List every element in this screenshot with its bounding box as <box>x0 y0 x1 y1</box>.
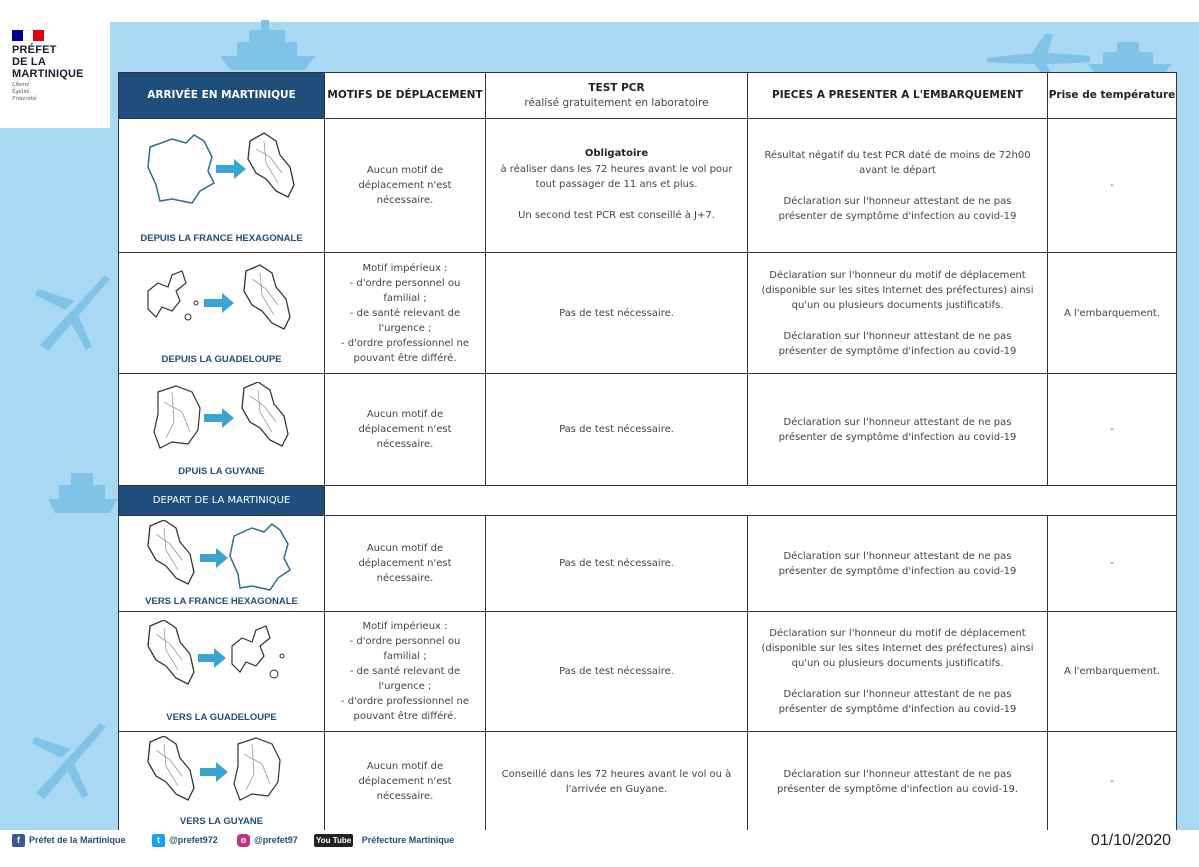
test-text: à réaliser dans les 72 heures avant le vol pour tout passager de 11 ans et plus. <box>500 164 733 190</box>
logo-motto: Liberté Égalité Fraternité <box>12 82 37 102</box>
youtube-link[interactable] <box>314 832 454 848</box>
pieces-text: Déclaration sur l'honneur attestant de ne pas présenter de symptôme d'infection au covid-19 <box>778 416 1017 443</box>
temperature-cell: - <box>1048 516 1177 612</box>
guyane-map-icon <box>234 738 280 800</box>
place-label: VERS LA GUYANE <box>179 816 264 827</box>
departure-header-filler <box>325 486 1177 516</box>
table-row <box>119 119 1177 253</box>
place-cell <box>119 516 325 612</box>
test-cell <box>486 516 748 612</box>
temperature-cell: - <box>1048 374 1177 486</box>
col-test-subtitle: réalisé gratuitement en laboratoire <box>524 96 709 109</box>
header-row <box>119 73 1177 119</box>
test-text: Conseillé dans les 72 heures avant le vol ou à l'arrivée en Guyane. <box>501 768 732 795</box>
motifs-cell <box>325 374 486 486</box>
temperature-cell: - <box>1048 119 1177 253</box>
travel-rules-table <box>118 72 1177 832</box>
twitter-label: @prefet972 <box>169 835 218 845</box>
facebook-link[interactable] <box>12 832 126 848</box>
test-cell <box>486 612 748 732</box>
test-text: Pas de test nécessaire. <box>559 424 674 435</box>
route-map <box>119 127 324 207</box>
table-row <box>119 516 1177 612</box>
facebook-label: Préfet de la Martinique <box>29 835 126 845</box>
instagram-icon: o <box>237 834 250 847</box>
test-cell <box>486 374 748 486</box>
route-map <box>119 382 324 462</box>
boat-icon <box>215 18 325 76</box>
guadeloupe-map-icon <box>148 271 186 317</box>
arrow-icon <box>198 648 226 668</box>
section-row <box>119 486 1177 516</box>
test-bold-text: Obligatoire <box>584 148 649 159</box>
route-map <box>119 520 324 600</box>
arrow-icon <box>200 548 228 568</box>
pieces-text: Déclaration sur l'honneur attestant de ne pas présenter de symptôme d'infection au covid-19. <box>777 768 1018 795</box>
departure-header: DEPART DE LA MARTINIQUE <box>119 486 325 516</box>
martinique-map-icon <box>242 382 288 446</box>
logo-title: PRÉFET DE LA MARTINIQUE <box>12 44 84 80</box>
test-cell <box>486 253 748 374</box>
motifs-text: Aucun motif de déplacement n'est nécessaire. <box>358 409 452 450</box>
youtube-label: Préfecture Martinique <box>361 835 455 845</box>
place-cell <box>119 374 325 486</box>
france-map-icon <box>148 135 214 203</box>
temperature-cell: - <box>1048 732 1177 832</box>
table-row <box>119 374 1177 486</box>
plane-icon <box>28 715 113 800</box>
arrival-header: ARRIVÉE EN MARTINIQUE <box>119 73 325 119</box>
plane-icon <box>30 265 115 355</box>
test-extra-text: Un second test PCR est conseillé à J+7. <box>518 210 715 221</box>
motifs-text: Motif impérieux : - d'ordre personnel ou familial ; - de santé relevant de l'urgence ; - d'ordre professionnel ne pouvant être différé. <box>340 621 470 722</box>
arrow-icon <box>200 762 228 782</box>
martinique-map-icon <box>244 265 290 329</box>
route-map <box>119 736 324 816</box>
pieces-text: Déclaration sur l'honneur du motif de déplacement (disponible sur les sites Internet des préfectures) ainsi qu'un ou plusieurs documents justificatifs. <box>761 628 1034 669</box>
place-cell <box>119 612 325 732</box>
table-row <box>119 732 1177 832</box>
pieces-cell <box>748 732 1048 832</box>
test-cell <box>486 732 748 832</box>
route-map <box>119 261 324 341</box>
route-map <box>119 620 324 700</box>
motifs-text: Motif impérieux : - d'ordre personnel ou familial ; - de santé relevant de l'urgence ; - d'ordre professionnel ne pouvant être différé. <box>340 262 470 364</box>
motifs-text: Aucun motif de déplacement n'est nécessaire. <box>358 543 452 584</box>
martinique-map-icon <box>148 620 194 684</box>
prefet-logo <box>0 22 110 128</box>
place-label: VERS LA FRANCE HEXAGONALE <box>145 596 298 607</box>
pieces-text: Déclaration sur l'honneur attestant de ne pas présenter de symptôme d'infection au covid-19 <box>778 689 1017 715</box>
place-label: VERS LA GUADELOUPE <box>166 712 277 723</box>
france-map-icon <box>230 524 290 590</box>
guadeloupe-map-icon <box>232 626 270 672</box>
col-test-header <box>486 73 748 119</box>
pieces-text: Déclaration sur l'honneur attestant de ne pas présenter de symptôme d'infection au covid-19 <box>778 330 1017 357</box>
col-test-title: TEST PCR <box>588 81 645 94</box>
place-cell <box>119 253 325 374</box>
motifs-cell <box>325 253 486 374</box>
test-cell <box>486 119 748 253</box>
table-row <box>119 253 1177 374</box>
pieces-text: Résultat négatif du test PCR daté de moins de 72h00 avant le départ <box>764 149 1031 176</box>
motifs-text: Aucun motif de déplacement n'est nécessaire. <box>358 761 452 802</box>
table-row <box>119 612 1177 732</box>
pieces-cell <box>748 374 1048 486</box>
motifs-text: Aucun motif de déplacement n'est nécessaire. <box>358 165 452 206</box>
place-cell <box>119 732 325 832</box>
test-text: Pas de test nécessaire. <box>559 307 674 319</box>
place-label: DPUIS LA GUYANE <box>178 466 265 477</box>
martinique-map-icon <box>148 736 194 800</box>
motifs-cell <box>325 119 486 253</box>
arrow-icon <box>204 293 234 313</box>
pieces-cell <box>748 516 1048 612</box>
test-text: Pas de test nécessaire. <box>559 666 674 677</box>
boat-icon <box>45 465 120 525</box>
martinique-map-icon <box>248 133 294 197</box>
pieces-text: Déclaration sur l'honneur attestant de ne pas présenter de symptôme d'infection au covid-19 <box>778 550 1017 577</box>
test-text: Pas de test nécessaire. <box>559 558 674 569</box>
arrow-icon <box>216 159 246 179</box>
arrow-icon <box>204 408 234 428</box>
place-cell <box>119 119 325 253</box>
pieces-text: Déclaration sur l'honneur du motif de déplacement (disponible sur les sites Internet des préfectures) ainsi qu'un ou plusieurs documents justificatifs. <box>761 269 1034 311</box>
col-pieces-header: PIECES A PRESENTER A L'EMBARQUEMENT <box>748 73 1048 119</box>
pieces-cell <box>748 119 1048 253</box>
pieces-cell <box>748 253 1048 374</box>
temperature-cell: A l'embarquement. <box>1048 253 1177 374</box>
guyane-map-icon <box>154 386 200 448</box>
motifs-cell <box>325 732 486 832</box>
twitter-icon: t <box>152 834 165 847</box>
french-flag-icon <box>12 30 44 41</box>
motifs-cell <box>325 516 486 612</box>
place-label: DEPUIS LA FRANCE HEXAGONALE <box>140 233 303 244</box>
martinique-map-icon <box>148 520 194 584</box>
document-date: 01/10/2020 <box>1090 832 1171 849</box>
col-temperature-header: Prise de température <box>1048 73 1177 119</box>
motifs-cell <box>325 612 486 732</box>
temperature-cell: A l'embarquement. <box>1048 612 1177 732</box>
pieces-text: Déclaration sur l'honneur attestant de ne pas présenter de symptôme d'infection au covid-19 <box>778 195 1017 222</box>
youtube-icon: You Tube <box>316 836 352 846</box>
facebook-icon: f <box>12 834 25 847</box>
pieces-cell <box>748 612 1048 732</box>
place-label: DEPUIS LA GUADELOUPE <box>161 354 282 365</box>
col-motifs-header: MOTIFS DE DÉPLACEMENT <box>325 73 486 119</box>
instagram-link[interactable] <box>237 832 298 848</box>
twitter-link[interactable] <box>152 832 218 848</box>
instagram-label: @prefet97 <box>254 835 298 845</box>
footer <box>0 830 1199 867</box>
